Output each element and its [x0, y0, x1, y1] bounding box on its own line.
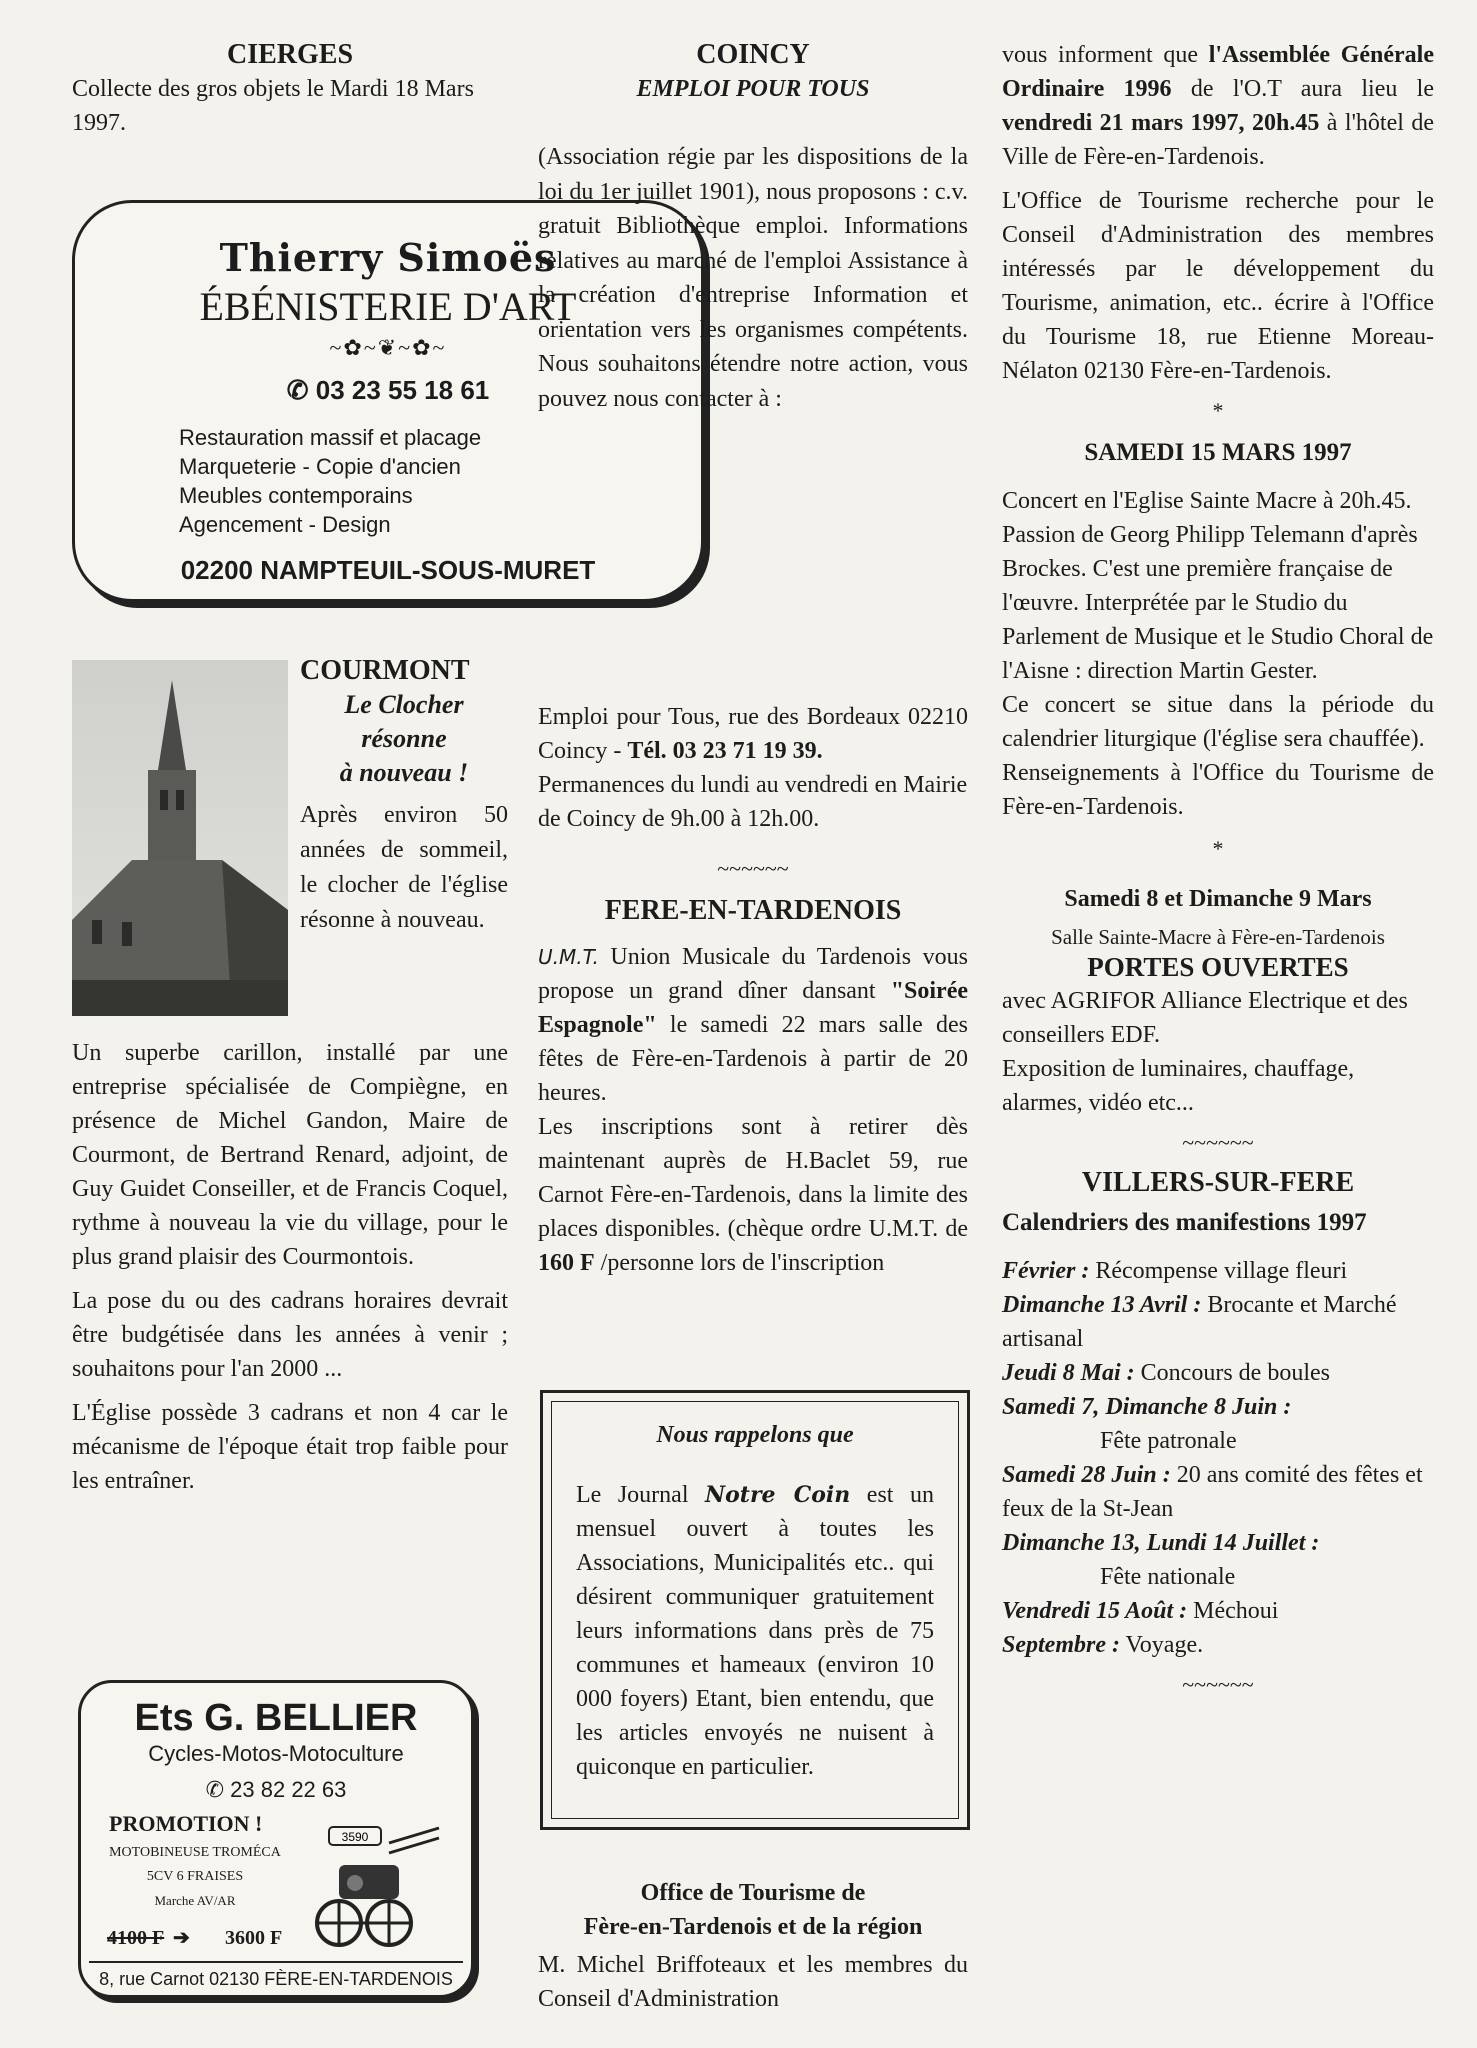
advert-services [179, 423, 481, 539]
courmont-subtitle-1: Le Clocher [344, 690, 464, 719]
courmont-text-2: Un superbe carillon, installé par une entreprise spécialisée de Compiègne, en présence de Michel Gandon, Maire de Courmont, de Bertrand Renard, adjoint, de Guy Guidet Conseiller, et de Francis Coquel, rythme à nouveau la vie du village, pour le plus grand plaisir des Courmontois. [72, 1040, 508, 1270]
bellier-advert [78, 1680, 474, 1998]
fere-title: FERE-EN-TARDENOIS [604, 895, 902, 926]
coincy-address: Emploi pour Tous, rue des Bordeaux 02210 Coincy - [538, 704, 968, 764]
courmont-body [72, 1036, 508, 1498]
concert-title: SAMEDI 15 MARS 1997 [1084, 439, 1352, 466]
event-item [1002, 1560, 1434, 1594]
fere-text-2a: Les inscriptions sont à retirer dès maintenant auprès de H.Baclet 59, rue Carnot Fère-en-Tardenois, dans la limite des places disponibles. (chèque ordre U.M.T. de [538, 1114, 968, 1242]
recherche-text: L'Office de Tourisme recherche pour le Conseil d'Administration des membres intéressés par le développement du Tourisme, animation, etc.. écrire à l'Office du Tourisme 18, rue Etienne Moreau-Nélaton 02130 Fère-en-Tardenois. [1002, 188, 1434, 384]
coincy-phone: Tél. 03 23 71 19 39. [627, 738, 823, 764]
reminder-text-2: est un mensuel ouvert à toutes les Associations, Municipalités etc.. qui désirent communiquer gratuitement leurs informations dans près de 75 communes et hameaux (environ 10 000 foyers) Etant, bien entendu, que les articles envoyés ne nuisent à quiconque en particulier. [576, 1482, 934, 1780]
service-item: Meubles contemporains [179, 483, 413, 508]
advert-model-mode: Marche AV/AR [154, 1893, 236, 1908]
star-separator: * [1212, 836, 1224, 861]
event-date: Samedi 7, Dimanche 8 Juin : [1002, 1394, 1292, 1420]
event-label: Récompense village fleuri [1089, 1258, 1348, 1284]
coincy-title: COINCY [696, 39, 810, 70]
fere-price: 160 F [538, 1250, 595, 1276]
event-item [1002, 1628, 1434, 1662]
coincy-text-1 [538, 140, 968, 416]
reminder-text-1: Le Journal [576, 1482, 706, 1508]
courmont-title: COURMONT [300, 655, 470, 686]
event-item [1002, 1458, 1434, 1526]
event-date: Dimanche 13, Lundi 14 Juillet : [1002, 1530, 1320, 1556]
event-date: Vendredi 15 Août : [1002, 1598, 1188, 1624]
courmont-block [300, 654, 508, 938]
event-label: Fête patronale [1100, 1428, 1237, 1454]
event-item [1002, 1594, 1434, 1628]
coincy-text-2 [538, 700, 968, 768]
advert-town: 02200 NAMPTEUIL-SOUS-MURET [180, 555, 596, 585]
advert-model: MOTOBINEUSE TROMÉCA [109, 1845, 281, 1860]
courmont-subtitle-3: à nouveau ! [339, 758, 469, 787]
separator: ~~~~~~ [1182, 1672, 1254, 1697]
reminder-title: Nous rappelons que [656, 1422, 854, 1448]
concert-text-1: Concert en l'Eglise Sainte Macre à 20h.45. [1002, 488, 1412, 514]
advert-model-spec: 5CV 6 FRAISES [146, 1869, 244, 1884]
event-date: Samedi 28 Juin : [1002, 1462, 1171, 1488]
cierges-title: CIERGES [226, 39, 354, 70]
service-item: Agencement - Design [179, 512, 391, 537]
event-label: Voyage. [1119, 1632, 1204, 1658]
courmont-subtitle-2: résonne [361, 724, 447, 753]
courmont-text-3: La pose du ou des cadrans horaires devrait être budgétisée dans les années à venir ; souhaitons pour l'an 2000 ... [72, 1288, 508, 1382]
service-item: Restauration massif et placage [179, 425, 482, 450]
ag-t2: l'Assemblée Générale Ordinaire 1996 [1002, 42, 1434, 102]
tiller-icon [299, 1823, 449, 1953]
ag-t5: à l'hôtel de Ville de Fère-en-Tardenois. [1002, 110, 1434, 170]
cierges-text: Collecte des gros objets le Mardi 18 Mars 1997. [72, 76, 474, 136]
event-date: Dimanche 13 Avril : [1002, 1292, 1202, 1318]
fere-text-2c: /personne lors de l'inscription [594, 1250, 885, 1276]
fere-text-1a: Union Musicale du Tardenois vous propose un grand dîner dansant [538, 944, 968, 1004]
star-separator: * [1212, 398, 1224, 423]
ag-t1: vous informent que [1002, 42, 1209, 68]
villers-subtitle: Calendriers des manifestions 1997 [1002, 1209, 1367, 1236]
church-steeple-icon [72, 660, 288, 1016]
coincy-head [538, 38, 968, 106]
courmont-text-1: Après environ 50 années de sommeil, le clocher de l'église résonne à nouveau. [300, 802, 508, 933]
concert-text-2: Passion de Georg Philipp Telemann d'après Brockes. C'est une première française de l'œuvre. Interprétée par le Studio du Parlement de Musique et le Studio Choral de l'Aisne : direction Martin Gester. [1002, 522, 1434, 684]
ag-t4: vendredi 21 mars 1997, 20h.45 [1002, 110, 1320, 136]
fere-text-2 [538, 1110, 968, 1280]
advert-phone: ✆ 23 82 22 63 [205, 1777, 347, 1802]
old-price: 4100 F [107, 1927, 165, 1949]
events-list [1002, 1254, 1434, 1662]
courmont-text-4: L'Église possède 3 cadrans et non 4 car le mécanisme de l'époque était trop faible pour les entraîner. [72, 1400, 508, 1494]
advert-promo: PROMOTION ! [109, 1811, 263, 1836]
coincy-contact [538, 700, 968, 1280]
event-item [1002, 1424, 1434, 1458]
price-tag: 3590 [341, 1830, 369, 1844]
concert-text-3: Ce concert se situe dans la période du calendrier liturgique (l'église sera chauffée). [1002, 692, 1434, 752]
portes-date: Samedi 8 et Dimanche 9 Mars [1064, 886, 1372, 912]
ag-text [1002, 38, 1434, 174]
portes-text-1: avec AGRIFOR Alliance Electrique et des conseillers EDF. [1002, 988, 1408, 1048]
event-item [1002, 1526, 1434, 1560]
reminder-inner [551, 1401, 959, 1819]
service-item: Marqueterie - Copie d'ancien [179, 454, 461, 479]
office-title-1: Office de Tourisme de [640, 1880, 866, 1906]
event-label: Méchoui [1187, 1598, 1279, 1624]
advert-phone: ✆ 03 23 55 18 61 [286, 375, 490, 405]
event-label: Fête nationale [1100, 1564, 1236, 1590]
separator: ~~~~~~ [717, 856, 789, 881]
advert-name: Ets G. BELLIER [134, 1697, 418, 1739]
column-1 [72, 38, 508, 140]
coincy-subtitle: EMPLOI POUR TOUS [636, 76, 870, 102]
event-date: Février : [1002, 1258, 1090, 1284]
event-label: 20 ans comité des fêtes et feux de la St-Jean [1002, 1462, 1423, 1522]
journal-name: Notre Coin [705, 1482, 851, 1508]
concert-text-4: Renseignements à l'Office du Tourisme de Fère-en-Tardenois. [1002, 760, 1434, 820]
office-title-2: Fère-en-Tardenois et de la région [583, 1914, 923, 1940]
new-price: 3600 F [225, 1927, 283, 1949]
church-photo [72, 660, 288, 1016]
office-block [538, 1876, 968, 2016]
coincy-text-3: Permanences du lundi au vendredi en Mairie de Coincy de 9h.00 à 12h.00. [538, 772, 968, 832]
event-item [1002, 1356, 1434, 1390]
advert-name: Thierry Simoës [219, 235, 557, 280]
villers-title: VILLERS-SUR-FERE [1081, 1167, 1355, 1198]
reminder-box [540, 1390, 970, 1830]
event-label: Brocante et Marché artisanal [1002, 1292, 1397, 1352]
office-text: M. Michel Briffoteaux et les membres du Conseil d'Administration [538, 1952, 968, 2012]
event-item [1002, 1288, 1434, 1356]
advert-address: 8, rue Carnot 02130 FÈRE-EN-TARDENOIS [89, 1961, 463, 1990]
coincy-text-1-content: (Association régie par les dispositions de la loi du 1er juillet 1901), nous proposons : c.v. gratuit Bibliothèque emploi. Informations relatives au marché de l'emploi Assistance à la création d'entreprise Information et orientation vers les organismes compétents. Nous souhaitons étendre notre action, vous pouvez nous contacter à : [538, 144, 968, 412]
fere-text-1 [538, 940, 968, 1110]
coincy-body [538, 140, 968, 416]
ornament-icon: ~✿~❦~✿~ [329, 335, 447, 360]
separator: ~~~~~~ [1182, 1130, 1254, 1155]
event-date: Septembre : [1002, 1632, 1120, 1658]
column-3 [1002, 38, 1434, 1700]
portes-text-2: Exposition de luminaires, chauffage, alarmes, vidéo etc... [1002, 1056, 1355, 1116]
event-item [1002, 1254, 1434, 1288]
event-date: Jeudi 8 Mai : [1002, 1360, 1135, 1386]
advert-trade: ÉBÉNISTERIE D'ART [199, 284, 577, 329]
event-label: Concours de boules [1134, 1360, 1330, 1386]
fere-text-1c: le samedi 22 mars salle des fêtes de Fère-en-Tardenois à partir de 20 heures. [538, 1012, 968, 1106]
reminder-text [576, 1478, 934, 1784]
event-item [1002, 1390, 1434, 1424]
portes-place: Salle Sainte-Macre à Fère-en-Tardenois [1051, 925, 1385, 949]
soiree-name: "Soirée Espagnole" [538, 978, 968, 1038]
advert-sub: Cycles-Motos-Motoculture [148, 1741, 404, 1766]
arrow-icon: ➔ [173, 1927, 190, 1949]
portes-title: PORTES OUVERTES [1087, 952, 1349, 982]
umt-logo: U.M.T. [538, 945, 599, 969]
ag-t3: de l'O.T aura lieu le [1171, 76, 1434, 102]
